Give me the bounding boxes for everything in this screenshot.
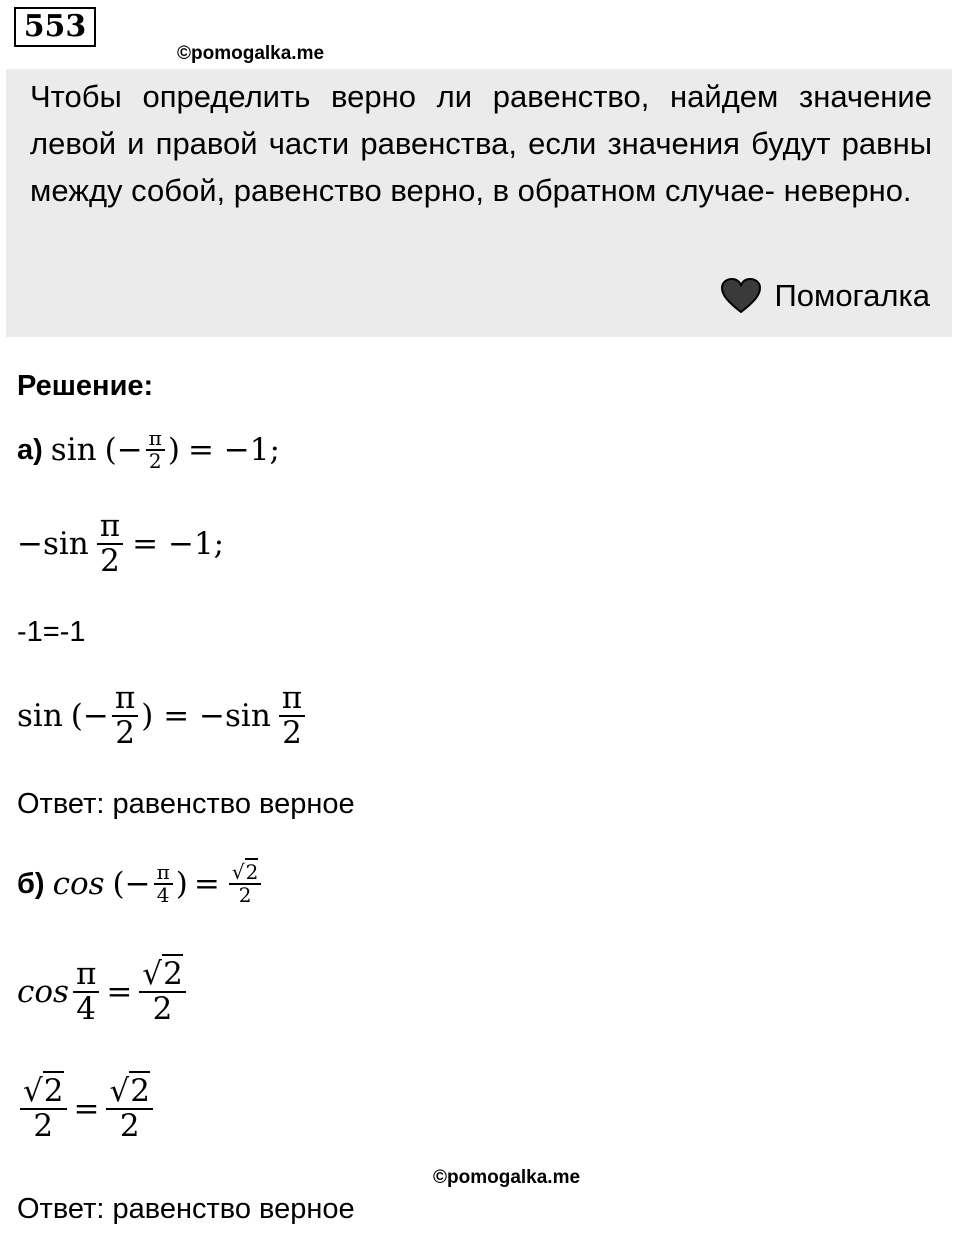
fraction xyxy=(20,1075,67,1142)
part-b-label: б) xyxy=(17,867,45,900)
part-b-line3 xyxy=(17,1075,156,1142)
hint-box xyxy=(6,69,952,337)
denominator: 4 xyxy=(156,883,170,907)
part-a-answer: Ответ: равенство верное xyxy=(17,788,355,820)
denominator: 4 xyxy=(76,990,96,1027)
close-paren: ) xyxy=(167,432,180,468)
equals: = xyxy=(73,1090,100,1127)
watermark-top: ©pomogalka.me xyxy=(177,43,325,64)
numerator: π xyxy=(73,958,99,993)
part-b-answer: Ответ: равенство верное xyxy=(17,1193,355,1225)
denominator: 2 xyxy=(148,449,162,473)
fraction xyxy=(154,862,173,906)
heart-icon xyxy=(720,277,762,315)
rhs: = −1; xyxy=(132,525,225,562)
part-a-line2 xyxy=(17,510,224,577)
sin-func: sin xyxy=(17,697,63,734)
fraction xyxy=(279,682,305,749)
part-a-line3: -1=-1 xyxy=(17,616,86,648)
mid: ) = −sin xyxy=(141,697,271,734)
equals: = xyxy=(193,866,220,902)
rhs: = −1; xyxy=(187,432,280,468)
sqrt-arg: 2 xyxy=(245,860,259,884)
numerator xyxy=(139,958,186,993)
fraction xyxy=(106,1075,153,1142)
fraction xyxy=(139,958,186,1025)
part-a-line4 xyxy=(17,682,308,749)
numerator: π xyxy=(279,682,305,717)
fraction xyxy=(97,510,123,577)
sin-func: sin xyxy=(50,432,97,468)
open-paren: (− xyxy=(70,697,109,734)
sqrt: √ xyxy=(142,956,163,992)
brand-label: Помогалка xyxy=(774,278,930,313)
part-a-label: а) xyxy=(17,433,43,466)
solution-title: Решение: xyxy=(17,370,154,402)
sqrt-arg: 2 xyxy=(130,1073,150,1109)
denominator: 2 xyxy=(119,1107,140,1144)
denominator: 2 xyxy=(100,542,120,579)
hint-text: Чтобы определить верно ли равенство, найдем значение левой и правой части равенства, если значения будут равны между собой, равенство верно, в обратном случае- неверно. xyxy=(30,79,932,208)
sqrt: √ xyxy=(109,1073,130,1109)
part-b-line1 xyxy=(17,862,264,906)
brand xyxy=(720,277,930,315)
watermark-bottom: ©pomogalka.me xyxy=(433,1167,581,1188)
denominator: 2 xyxy=(115,714,135,751)
numerator: π xyxy=(146,428,165,451)
numerator: π xyxy=(112,682,138,717)
part-b-line2 xyxy=(17,958,189,1025)
cos-func: cos xyxy=(17,973,69,1010)
task-number: 553 xyxy=(14,7,96,47)
part-a-line1 xyxy=(17,428,280,472)
cos-func: cos xyxy=(52,866,105,902)
sqrt: √ xyxy=(23,1073,43,1109)
neg-sin: −sin xyxy=(17,525,89,562)
fraction xyxy=(112,682,138,749)
fraction xyxy=(229,862,261,906)
sqrt-arg: 2 xyxy=(163,956,183,992)
sqrt-arg: 2 xyxy=(43,1073,64,1109)
equals: = xyxy=(106,973,133,1010)
denominator: 2 xyxy=(33,1107,54,1144)
denominator: 2 xyxy=(282,714,302,751)
denominator: 2 xyxy=(238,883,252,907)
denominator: 2 xyxy=(152,990,173,1027)
numerator: π xyxy=(97,510,123,545)
numerator xyxy=(229,862,261,885)
close-paren: ) xyxy=(175,866,188,902)
numerator xyxy=(106,1075,153,1110)
fraction xyxy=(146,428,165,472)
open-paren: (− xyxy=(104,432,143,468)
sqrt: √ xyxy=(231,860,245,884)
fraction xyxy=(73,958,99,1025)
numerator: π xyxy=(154,862,173,885)
open-paren: (− xyxy=(112,866,151,902)
numerator xyxy=(20,1075,67,1110)
